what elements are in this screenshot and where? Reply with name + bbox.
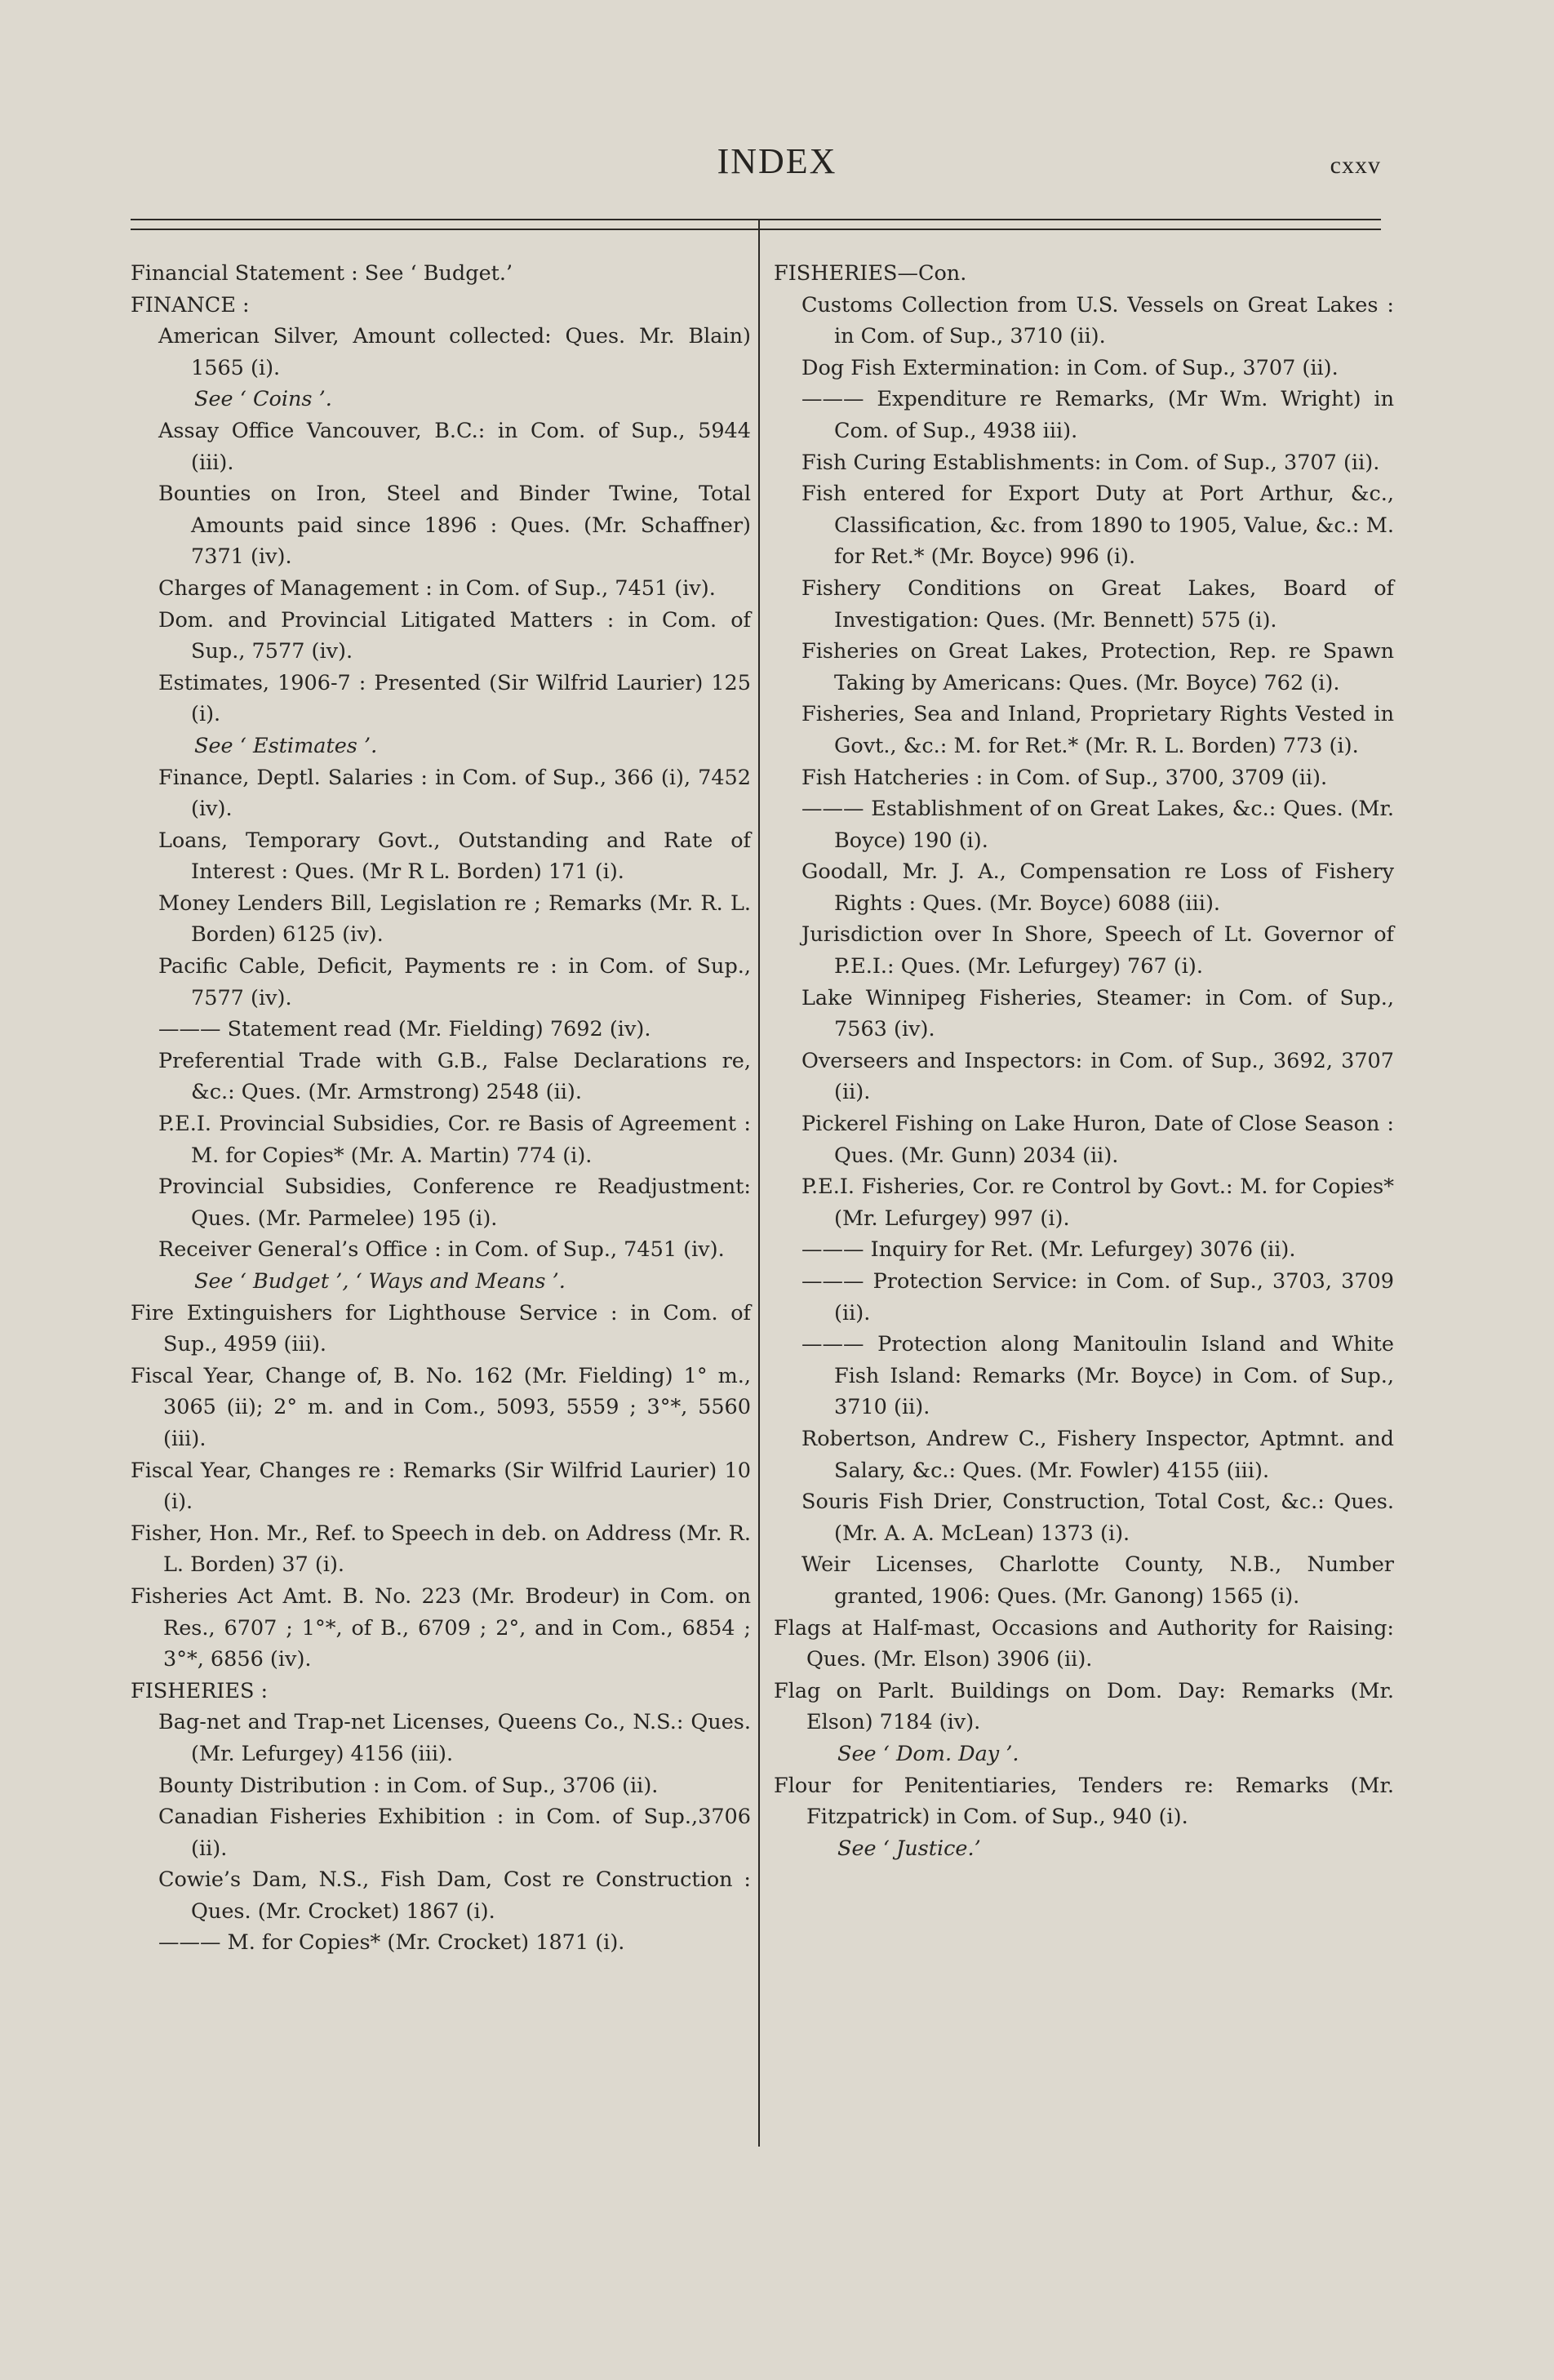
index-entry: Goodall, Mr. J. A., Compensation re Loss of Fishery Rights : Ques. (Mr. Boyce) 6088 (iii). [801,859,1394,916]
index-entry: ——— Inquiry for Ret. (Mr. Lefurgey) 3076 (ii). [801,1237,1296,1263]
index-entry: American Silver, Amount collected: Ques. Mr. Blain) 1565 (i). [158,324,751,380]
index-heading: Flag on Parlt. Buildings on Dom. Day: Remarks (Mr. Elson) 7184 (iv). [774,1678,1394,1735]
index-entry: Pacific Cable, Deficit, Payments re : in Com. of Sup., 7577 (iv). [158,954,751,1010]
index-entry: Preferential Trade with G.B., False Declarations re, &c.: Ques. (Mr. Armstrong) 2548 (ii). [158,1048,751,1105]
index-entry: Weir Licenses, Charlotte County, N.B., Number granted, 1906: Ques. (Mr. Ganong) 1565 (i). [801,1552,1394,1609]
index-entry: Pickerel Fishing on Lake Huron, Date of Close Season : Ques. (Mr. Gunn) 2034 (ii). [801,1112,1394,1168]
index-entry: Fish Curing Establishments: in Com. of Sup., 3707 (ii). [801,450,1380,475]
index-heading: Fiscal Year, Changes re : Remarks (Sir Wilfrid Laurier) 10 (i). [131,1458,751,1515]
index-entry: ——— M. for Copies* (Mr. Crocket) 1871 (i). [158,1930,625,1956]
index-entry: Fishery Conditions on Great Lakes, Board of Investigation: Ques. (Mr. Bennett) 575 (i). [801,575,1394,633]
index-entry: Money Lenders Bill, Legislation re ; Remarks (Mr. R. L. Borden) 6125 (iv). [158,890,751,948]
index-entry: Cowie’s Dam, N.S., Fish Dam, Cost re Construction : Ques. (Mr. Crocket) 1867 (i). [158,1867,751,1924]
index-heading: Fire Extinguishers for Lighthouse Service : in Com. of Sup., 4959 (iii). [131,1300,751,1357]
index-entry: Dog Fish Extermination: in Com. of Sup., 3707 (ii). [801,355,1339,380]
index-entry: Canadian Fisheries Exhibition : in Com. of Sup.,3706 (ii). [158,1805,751,1861]
index-entry: Charges of Management : in Com. of Sup., 7451 (iv). [158,575,716,601]
index-entry: Lake Winnipeg Fisheries, Steamer: in Com. of Sup., 7563 (iv). [801,985,1394,1042]
cross-reference: See ‘ Dom. Day ’. [837,1741,1019,1766]
index-heading: Flour for Penitentiaries, Tenders re: Remarks (Mr. Fitzpatrick) in Com. of Sup., 940 (i). [774,1773,1394,1830]
index-entry: Estimates, 1906-7 : Presented (Sir Wilfrid Laurier) 125 (i). [158,670,751,727]
index-entry: Bounty Distribution : in Com. of Sup., 3706 (ii). [158,1773,659,1798]
index-entry: Souris Fish Drier, Construction, Total Cost, &c.: Ques. (Mr. A. A. McLean) 1373 (i). [801,1490,1394,1546]
index-entry: ——— Protection along Manitoulin Island and White Fish Island: Remarks (Mr. Boyce) in Com. of Sup., 3710 (ii). [801,1332,1394,1420]
index-heading: Fiscal Year, Change of, B. No. 162 (Mr. Fielding) 1° m., 3065 (ii); 2° m. and in Com., 5093, 5559 ; 3°*, 5560 (iii). [131,1363,751,1451]
index-entry: Provincial Subsidies, Conference re Readjustment: Ques. (Mr. Parmelee) 195 (i). [158,1174,751,1231]
index-entry: Fisheries, Sea and Inland, Proprietary Rights Vested in Govt., &c.: M. for Ret.* (Mr. R. L. Borden) 773 (i). [801,702,1394,758]
index-entry: Assay Office Vancouver, B.C.: in Com. of Sup., 5944 (iii). [158,418,751,475]
page-title: INDEX [717,141,837,181]
index-entry: P.E.I. Fisheries, Cor. re Control by Govt.: M. for Copies* (Mr. Lefurgey) 997 (i). [801,1174,1394,1231]
header-rule-double [131,229,1381,230]
index-entry: Robertson, Andrew C., Fishery Inspector, Aptmnt. and Salary, &c.: Ques. (Mr. Fowler) 4155 (iii). [801,1426,1394,1483]
index-entry: Customs Collection from U.S. Vessels on Great Lakes : in Com. of Sup., 3710 (ii). [801,292,1394,349]
index-entry: Fish Hatcheries : in Com. of Sup., 3700, 3709 (ii). [801,765,1328,790]
index-heading: FINANCE : [131,292,250,317]
index-entry: Loans, Temporary Govt., Outstanding and Rate of Interest : Ques. (Mr R L. Borden) 171 (i). [158,828,751,885]
index-entry: Fisheries on Great Lakes, Protection, Rep. re Spawn Taking by Americans: Ques. (Mr. Boyce) 762 (i). [801,639,1394,695]
index-entry: Finance, Deptl. Salaries : in Com. of Sup., 366 (i), 7452 (iv). [158,765,751,822]
index-entry: Bag-net and Trap-net Licenses, Queens Co., N.S.: Ques. (Mr. Lefurgey) 4156 (iii). [158,1710,751,1766]
index-heading: Financial Statement : See ‘ Budget.’ [131,261,513,286]
cross-reference: See ‘ Coins ’. [194,387,332,412]
index-entry: Dom. and Provincial Litigated Matters : in Com. of Sup., 7577 (iv). [158,607,751,664]
cross-reference: See ‘ Justice.’ [837,1836,981,1861]
column-divider [758,219,760,2147]
cross-reference: See ‘ Estimates ’. [194,733,378,758]
index-heading: FISHERIES—Con. [774,261,967,286]
right-column [774,258,1394,1864]
index-entry: Receiver General’s Office : in Com. of Sup., 7451 (iv). [158,1237,725,1263]
index-entry: ——— Statement read (Mr. Fielding) 7692 (iv). [158,1017,651,1042]
page-number: cxxv [1330,152,1381,179]
index-entry: Fish entered for Export Duty at Port Arthur, &c., Classification, &c. from 1890 to 1905, Value, &c.: M. for Ret.* (Mr. Boyce) 996 (i). [801,482,1394,570]
index-heading: Fisheries Act Amt. B. No. 223 (Mr. Brodeur) in Com. on Res., 6707 ; 1°*, of B., 6709 ; 2°, and in Com., 6854 ; 3°*, 6856 (iv). [131,1583,751,1672]
index-entry: Overseers and Inspectors: in Com. of Sup., 3692, 3707 (ii). [801,1048,1394,1105]
index-entry: Jurisdiction over In Shore, Speech of Lt. Governor of P.E.I.: Ques. (Mr. Lefurgey) 767 (i). [801,922,1394,979]
header-rule [131,219,1381,220]
index-heading: Flags at Half-mast, Occasions and Authority for Raising: Ques. (Mr. Elson) 3906 (ii). [774,1615,1394,1672]
index-entry: ——— Protection Service: in Com. of Sup., 3703, 3709 (ii). [801,1269,1394,1325]
index-heading: FISHERIES : [131,1678,269,1703]
index-entry: ——— Establishment of on Great Lakes, &c.: Ques. (Mr. Boyce) 190 (i). [801,797,1394,853]
left-column [131,258,751,1959]
cross-reference: See ‘ Budget ’, ‘ Ways and Means ’. [194,1269,566,1294]
index-entry: P.E.I. Provincial Subsidies, Cor. re Basis of Agreement : M. for Copies* (Mr. A. Martin) 774 (i). [158,1112,751,1168]
index-heading: Fisher, Hon. Mr., Ref. to Speech in deb. on Address (Mr. R. L. Borden) 37 (i). [131,1521,751,1578]
index-entry: ——— Expenditure re Remarks, (Mr Wm. Wright) in Com. of Sup., 4938 iii). [801,387,1394,443]
index-entry: Bounties on Iron, Steel and Binder Twine, Total Amounts paid since 1896 : Ques. (Mr. Schaffner) 7371 (iv). [158,482,751,570]
